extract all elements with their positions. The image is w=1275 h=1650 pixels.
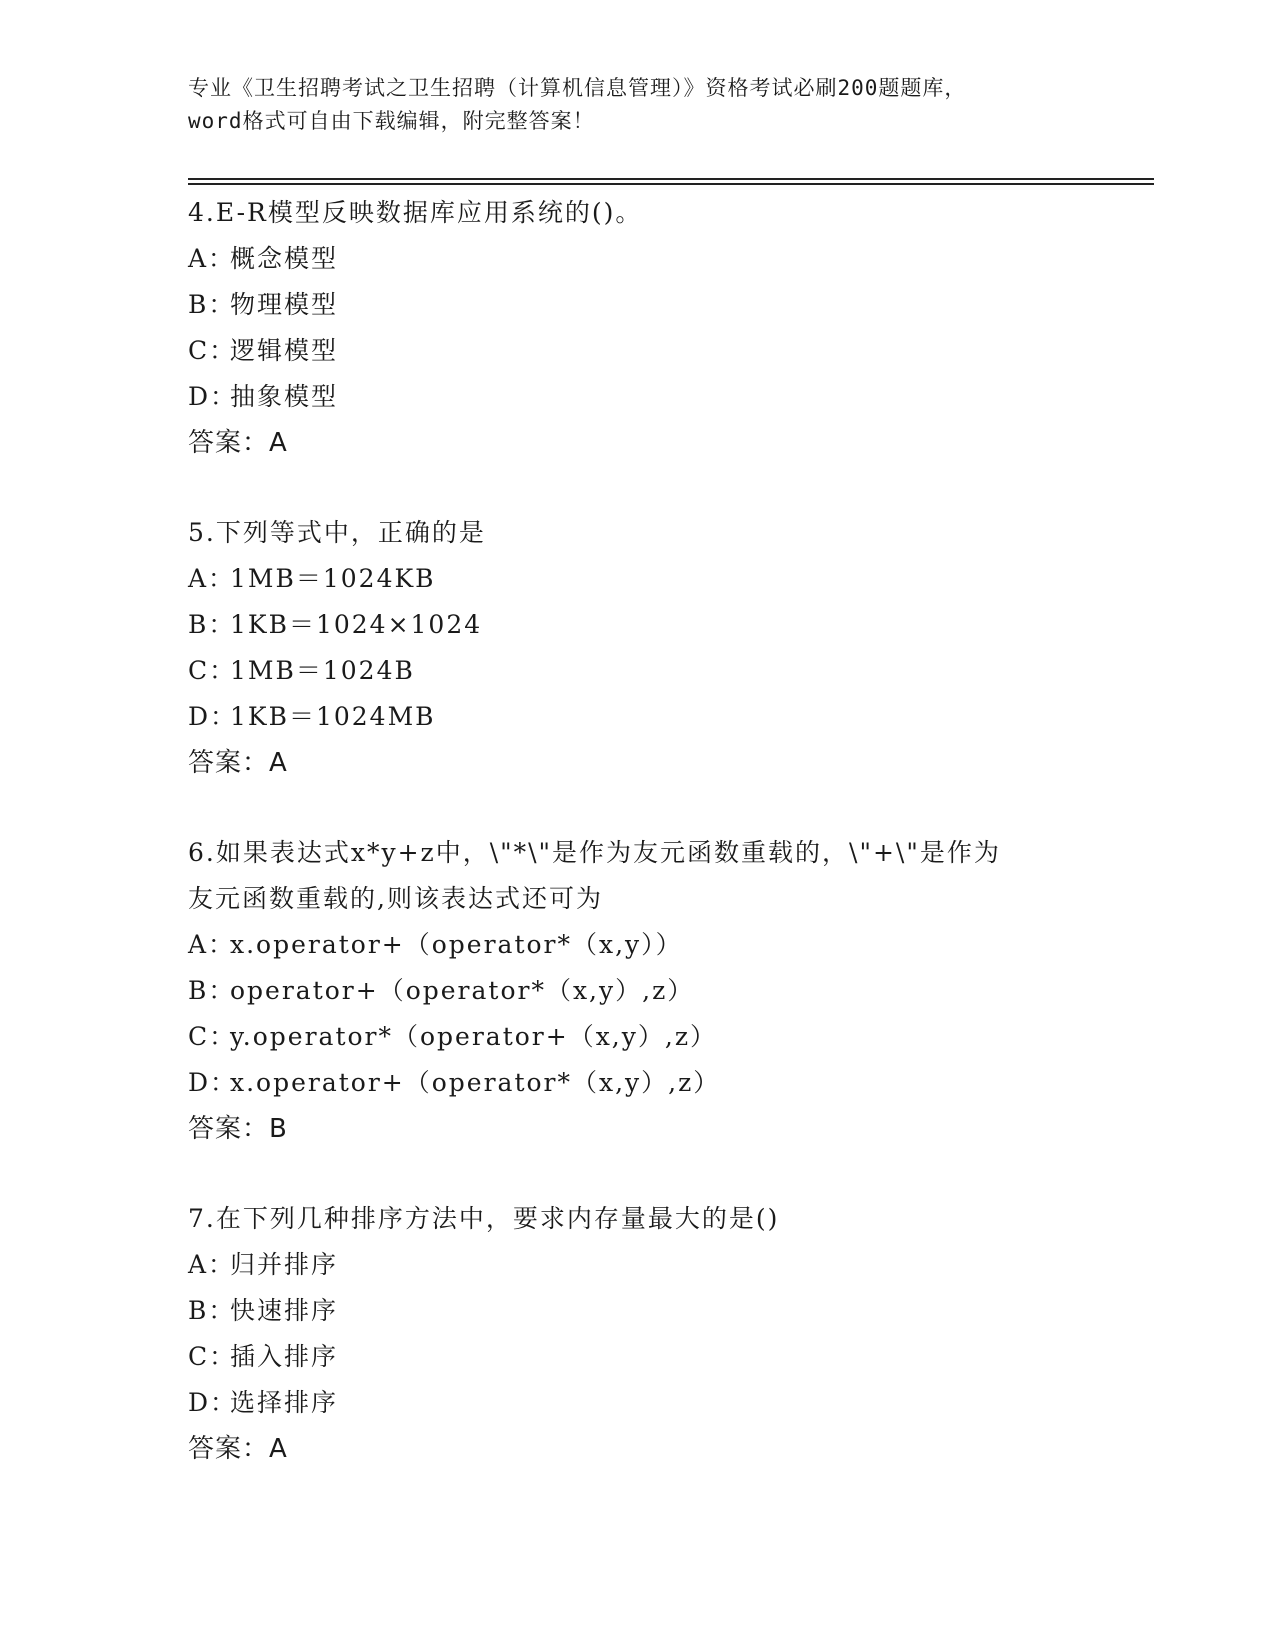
option-label: D： [188,382,238,411]
option-label: A： [188,1250,236,1279]
option-text: 选择排序 [230,1388,339,1417]
answer-key: 答案：B [188,1114,288,1144]
answer-option [188,1060,1154,1106]
option-text: 1KB＝1024MB [230,702,436,731]
option-text: y.operator*（operator+（x,y）,z） [230,1022,717,1051]
option-text: x.operator+（operator*（x,y）,z） [230,1068,721,1097]
option-label: A： [188,564,236,593]
answer-option [188,1380,1154,1426]
question-stem: 5.下列等式中，正确的是 [188,518,486,547]
option-text: 逻辑模型 [230,336,339,365]
answer-key: 答案：A [188,748,288,778]
question-stem: 友元函数重载的,则该表达式还可为 [188,884,603,913]
option-text: 抽象模型 [230,382,339,411]
answer-option [188,922,1154,968]
answer-key: 答案：A [188,1434,288,1464]
question-stem: 4.E-R模型反映数据库应用系统的()。 [188,198,643,227]
option-label: D： [188,702,238,731]
question-block [188,830,1154,1152]
option-label: B： [188,610,236,639]
answer-option [188,282,1154,328]
option-label: B： [188,976,236,1005]
option-label: C： [188,656,237,685]
option-label: A： [188,244,236,273]
question-block [188,510,1154,786]
answer-option [188,602,1154,648]
option-text: 概念模型 [230,244,339,273]
option-text: 1MB＝1024KB [230,564,436,593]
option-text: 物理模型 [230,290,339,319]
option-label: D： [188,1388,238,1417]
header-line-2: word格式可自由下载编辑，附完整答案！ [188,109,595,133]
answer-option [188,694,1154,740]
option-label: C： [188,1342,237,1371]
option-text: 归并排序 [230,1250,339,1279]
header-divider-top [188,178,1154,180]
option-text: 1MB＝1024B [230,656,415,685]
question-stem: 6.如果表达式x*y+z中，\"*\"是作为友元函数重载的，\"+\"是作为 [188,838,1001,867]
answer-option [188,374,1154,420]
document-header [188,72,1088,138]
answer-option [188,1242,1154,1288]
answer-option [188,648,1154,694]
option-label: A： [188,930,236,959]
question-block [188,1196,1154,1472]
option-text: 插入排序 [230,1342,339,1371]
answer-option [188,968,1154,1014]
option-text: operator+（operator*（x,y）,z） [230,976,695,1005]
answer-option [188,236,1154,282]
question-list [188,190,1154,1516]
answer-option [188,1288,1154,1334]
question-stem: 7.在下列几种排序方法中，要求内存量最大的是() [188,1204,780,1233]
answer-option [188,328,1154,374]
option-text: x.operator+（operator*（x,y）） [230,930,683,959]
answer-option [188,1014,1154,1060]
answer-option [188,556,1154,602]
option-text: 快速排序 [230,1296,339,1325]
option-label: C： [188,1022,237,1051]
option-label: D： [188,1068,238,1097]
option-text: 1KB＝1024×1024 [230,610,483,639]
option-label: B： [188,1296,236,1325]
answer-option [188,1334,1154,1380]
answer-key: 答案：A [188,428,288,458]
question-block [188,190,1154,466]
option-label: B： [188,290,236,319]
header-line-1: 专业《卫生招聘考试之卫生招聘（计算机信息管理）》资格考试必刷200题题库， [188,76,967,100]
option-label: C： [188,336,237,365]
header-divider-bottom [188,183,1154,185]
